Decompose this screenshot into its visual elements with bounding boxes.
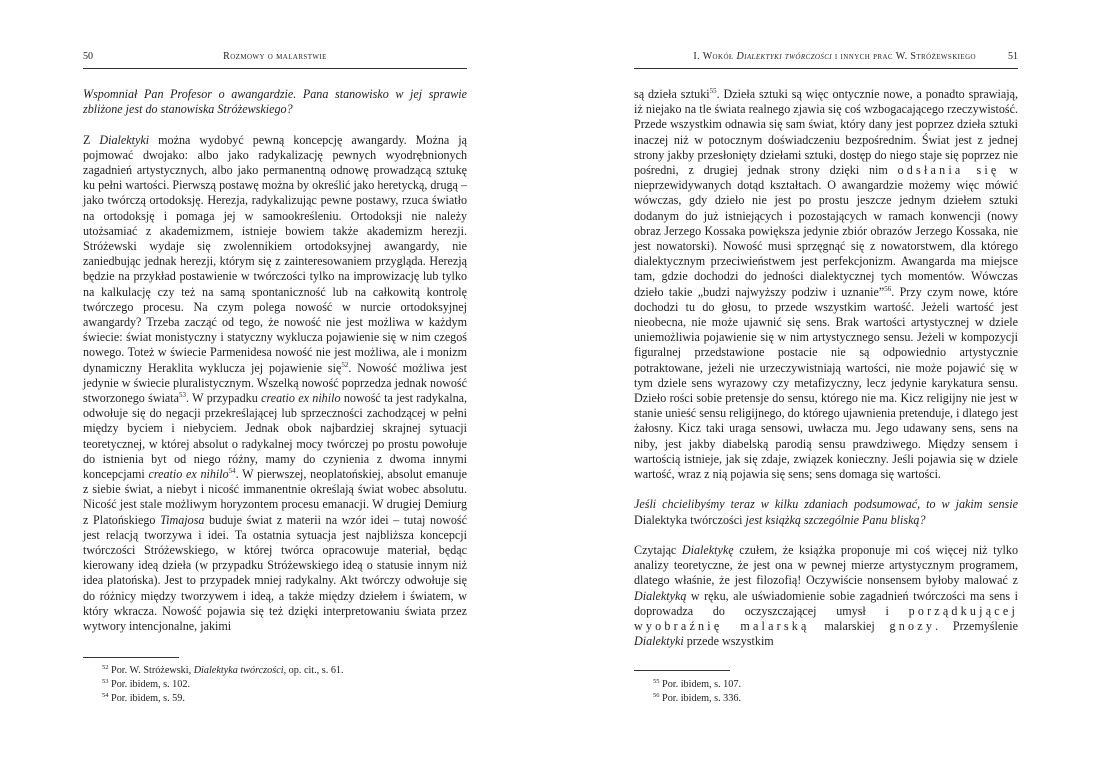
interview-question: Wspomniał Pan Profesor o awangardzie. Pana stanowisko w jej sprawie zbliżone jest do stanowiska Stróżewskiego? — [83, 87, 467, 117]
answer-paragraph: są dzieła sztuki$^{55}$. Dzieła sztuki są więc ontycznie nowe, a ponadto sprawiają, iż niejako na tle świata realnego zjawia się coś wzbogacającego rzeczywistość. Przede wszystkim odnawia się sam świat, który dany jest poprzez dzieła sztuki inaczej niż w potocznym doświadczeniu bezpośrednim. Świat jest z jednej strony jakby przesłonięty dziełami sztuki, dostęp do niego staje się poprzez nie pośredni, z drugiej jednak strony dzięki nim odsłania się w nieprzewidywanych dotąd kształtach. O awangardzie możemy więc mówić wówczas, gdy dzieło nie jest po prostu jeszcze jednym dziełem sztuki dodanym do już istniejących i pozostających w ramach konwencji (nowy obraz Jerzego Kossaka powiększa jedynie zbiór obrazów Jerzego Kossaka, nie jest nowatorski). Nowość musi sprzęgnąć się z nowatorstwem, dla którego dialektycznym przeciwieństwem jest perfekcjonizm. Awangarda ma miejsce tam, gdzie dochodzi do jedności dialektycznej tych momentów. Wówczas dzieło takie „budzi najwyższy podziw i uznanie”$^{56}$. Przy czym nowe, które dochodzi tu do głosu, to przede wszystkim wartość. Jeżeli wartość jest nieobecna, nie może ujawnić się sens. Brak wartości artystycznej w dziele uniemożliwia pojawienie się w nim artystycznego sensu. Jeżeli w kompozycji figuralnej przedstawione postacie nie są odpowiednio artystycznie potraktowane, jeżeli nie urzeczywistniają wartości, nie może pojawić się w tym dziele sens wyrazowy czy metafizyczny, lecz jedynie karykatura sensu. Dzieło rości sobie pretensje do sensu, którego nie ma. Kicz religijny nie jest w stanie unieść sensu religijnego, do którego ujawnienia pretenduje, i dlatego jest żałosny. Kicz taki uraga sensowi, uwłacza mu. Jego udawany sens, sens na niby, jest jakby diabelską parodią sensu prawdziwego. Między sensem i wartością istnieje, jak się zdaje, związek konieczny. Jeśli pojawia się w dziele wartość, wraz z nią pojawia się sens; sens domaga się wartości. — [634, 87, 1018, 482]
running-head: I. Wokół Dialektyki twórczości i innych prac W. Stróżewskiego — [693, 51, 976, 62]
footnote: $^{52}$ Por. W. Stróżewski, Dialektyka twórczości, op. cit., s. 61. — [102, 664, 344, 676]
header-rule — [83, 68, 467, 69]
header-rule — [634, 68, 1018, 69]
footnote-ref: 52 — [341, 360, 349, 369]
left-page-body — [83, 87, 467, 634]
interview-question: Jeśli chcielibyśmy teraz w kilku zdaniach podsumować, to w jakim sensie Dialektyka twórczości jest książką szczególnie Panu bliską? — [634, 497, 1018, 527]
footnote-ref: 54 — [228, 467, 236, 476]
running-head: Rozmowy o malarstwie — [223, 51, 327, 62]
footnote: $^{54}$ Por. ibidem, s. 59. — [102, 692, 185, 704]
answer-paragraph: Czytając Dialektykę czułem, że książka proponuje mi coś więcej niż tylko analizy teoretyczne, że jest ona w pewnej mierze artystycznym programem, dlatego właśnie, że jest filozofią! Oczywiście nonsensem byłoby malować z Dialektyką w ręku, ale uświadomienie sobie zagadnień twórczości ma sens i doprowadza do oczyszczającej umysł i porządkującej wyobraźnię malarską malarskiej gnozy. Przemyślenie Dialektyki przede wszystkim — [634, 543, 1019, 649]
footnotes — [634, 678, 1018, 706]
left-page — [83, 0, 467, 783]
footnote-ref: 53 — [179, 391, 187, 400]
footnote-rule — [83, 657, 179, 658]
page-number: 51 — [1008, 51, 1018, 62]
footnote-ref: 55 — [709, 87, 717, 95]
footnote-ref: 56 — [884, 284, 892, 293]
page-number: 50 — [83, 51, 93, 62]
footnote: $^{53}$ Por. ibidem, s. 102. — [102, 678, 191, 690]
footnote-rule — [634, 670, 730, 671]
footnotes — [83, 664, 467, 706]
right-page-body — [634, 87, 1018, 649]
answer-paragraph: Z Dialektyki można wydobyć pewną koncepcję awangardy. Można ją pojmować dwojako: albo jako radykalizację pewnych wyodrębnionych zagadnień artystycznych, albo jako permanentną odnowę prowadzącą sztukę ku pełni wartości. Pierwszą postawę można by określić jako heretycką, drugą – jako twórczą ortodoksję. Herezja, radykalizując pewne postawy, rzuca światło na ortodoksję i pomaga jej w samookreśleniu. Ortodoksji nie należy utożsamiać z akademizmem, istnieje bowiem także akademizm herezji. Stróżewski wydaje się zwolennikiem ortodoksyjnej awangardy, nie zaniedbując jednak herezji, którym się z zainteresowaniem przygląda. Herezją będzie na przykład postawienie w twórczości tylko na improwizację lub tylko na kalkulację czy też na samą spontaniczność lub na całkowitą kontrolę twórczego procesu. Na czym polega nowość w nurcie ortodoksyjnej awangardy? Trzeba zacząć od tego, że nowość nie jest możliwa w każdym świecie: świat monistyczny i statyczny wyklucza pojawienie się w nim czegoś nowego. Toteż w świecie Parmenidesa nowość nie jest możliwa, ale i monizm dynamiczny Heraklita wyklucza jej pojawienie się$^{52}$. Nowość możliwa jest jedynie w świecie pluralistycznym. Wszelką nowość poprzedza jednak nowość stworzonego świata$^{53}$. W przypadku creatio ex nihilo nowość ta jest radykalna, odwołuje się do negacji przekreślającej lub sprzeczności zachodzącej w pełni między byciem i niebyciem. Jednak obok najbardziej skrajnej sytuacji teoretycznej, w której absolut o radykalnej mocy twórczej po prostu powołuje do istnienia byt od niego różny, mamy do czynienia z dwoma innymi koncepcjami creatio ex nihilo$^{54}$. W pierwszej, neoplatońskiej, absolut emanuje z siebie świat, a niebyt i nicość immanentnie określają świat wobec absolutu. Nicość jest stale możliwym horyzontem procesu emanacji. W drugiej Demiurg z Platońskiego Timajosa buduje świat z materii na wzór idei – tutaj nowość jest relacją tworzywa i idei. Ta ostatnia sytuacja jest najbliższa koncepcji twórczości Stróżewskiego, w której twórca opracowuje materiał, będąc kierowany ideą dzieła (w przypadku Stróżewskiego ideą o statusie innym niż idea platońska). Jest to przypadek mniej radykalny. Akt twórczy odwołuje się do różnicy między tworzywem i ideą, a także między dziełem i światem, w który wkracza. Nowość pojawia się też dzięki interpretowaniu świata przez wytwory intencjonalne, jakimi — [83, 132, 468, 634]
footnote: $^{56}$ Por. ibidem, s. 336. — [653, 692, 742, 704]
right-page — [634, 0, 1018, 783]
footnote: $^{55}$ Por. ibidem, s. 107. — [653, 678, 742, 690]
